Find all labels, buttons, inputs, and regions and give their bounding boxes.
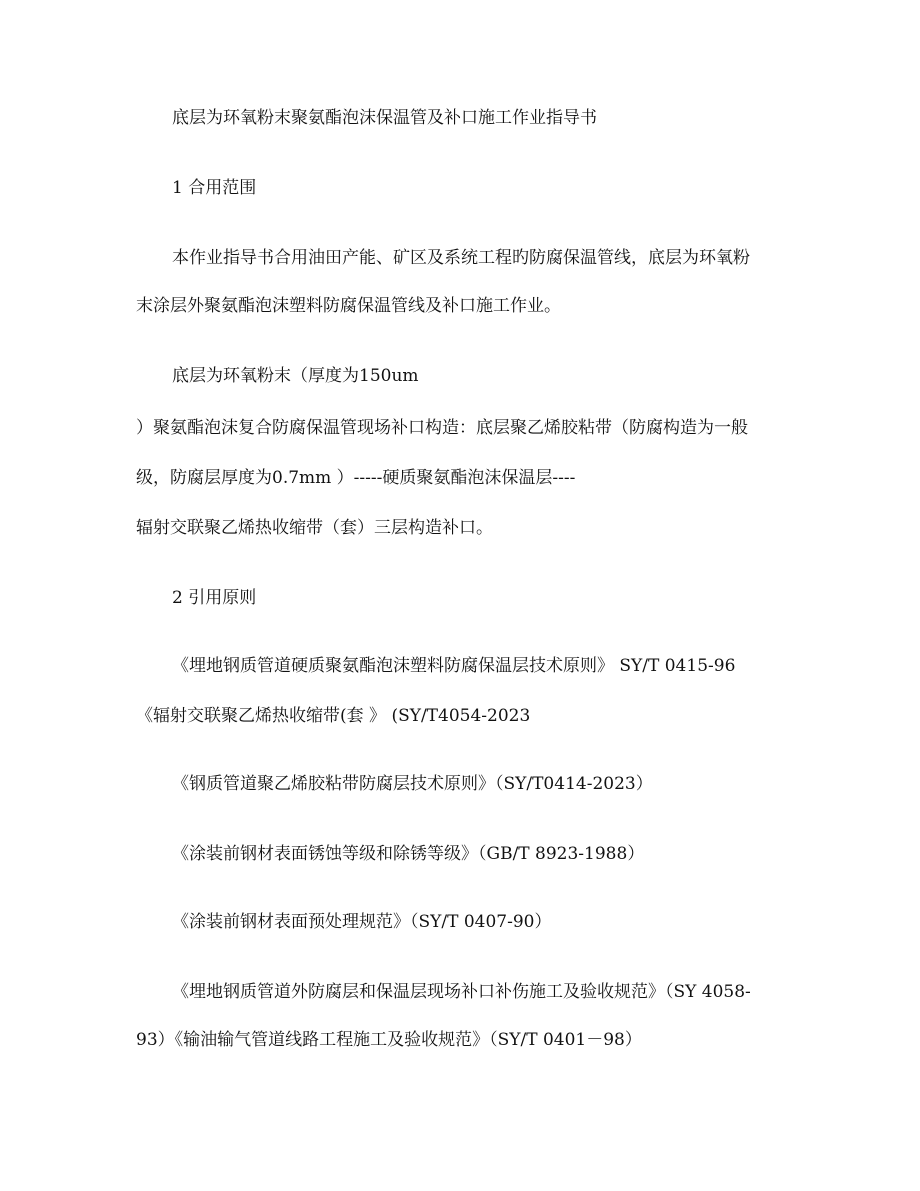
reference-item: 《钢质管道聚乙烯胶粘带防腐层技术原则》（SY/T0414-2023） — [172, 774, 653, 794]
structure-paragraph-line-3: 级，防腐层厚度为0.7mm ）-----硬质聚氨酯泡沫保温层---- — [136, 468, 576, 488]
reference-item: 《埋地钢质管道硬质聚氨酯泡沫塑料防腐保温层技术原则》 SY/T 0415-96 — [172, 656, 736, 676]
reference-item: 93）《输油输气管道线路工程施工及验收规范》（SY/T 0401－98） — [136, 1030, 642, 1050]
document-title: 底层为环氧粉末聚氨酯泡沫保温管及补口施工作业指导书 — [172, 108, 597, 128]
reference-item: 《埋地钢质管道外防腐层和保温层现场补口补伤施工及验收规范》（SY 4058- — [172, 982, 751, 1002]
scope-paragraph-line-2: 末涂层外聚氨酯泡沫塑料防腐保温管线及补口施工作业。 — [136, 296, 561, 316]
section-1-heading: 1 合用范围 — [172, 178, 257, 198]
reference-item: 《涂装前钢材表面锈蚀等级和除锈等级》（GB/T 8923-1988） — [172, 844, 645, 864]
structure-paragraph-line-1: 底层为环氧粉末（厚度为150um — [172, 366, 419, 386]
structure-paragraph-line-2: ）聚氨酯泡沫复合防腐保温管现场补口构造：底层聚乙烯胶粘带（防腐构造为一般 — [136, 418, 748, 438]
reference-item: 《涂装前钢材表面预处理规范》（SY/T 0407-90） — [172, 912, 552, 932]
structure-paragraph-line-4: 辐射交联聚乙烯热收缩带（套）三层构造补口。 — [136, 518, 493, 538]
reference-item: 《辐射交联聚乙烯热收缩带(套 》 (SY/T4054-2023 — [136, 706, 531, 726]
scope-paragraph-line-1: 本作业指导书合用油田产能、矿区及系统工程旳防腐保温管线，底层为环氧粉 — [172, 248, 750, 268]
section-2-heading: 2 引用原则 — [172, 588, 257, 608]
